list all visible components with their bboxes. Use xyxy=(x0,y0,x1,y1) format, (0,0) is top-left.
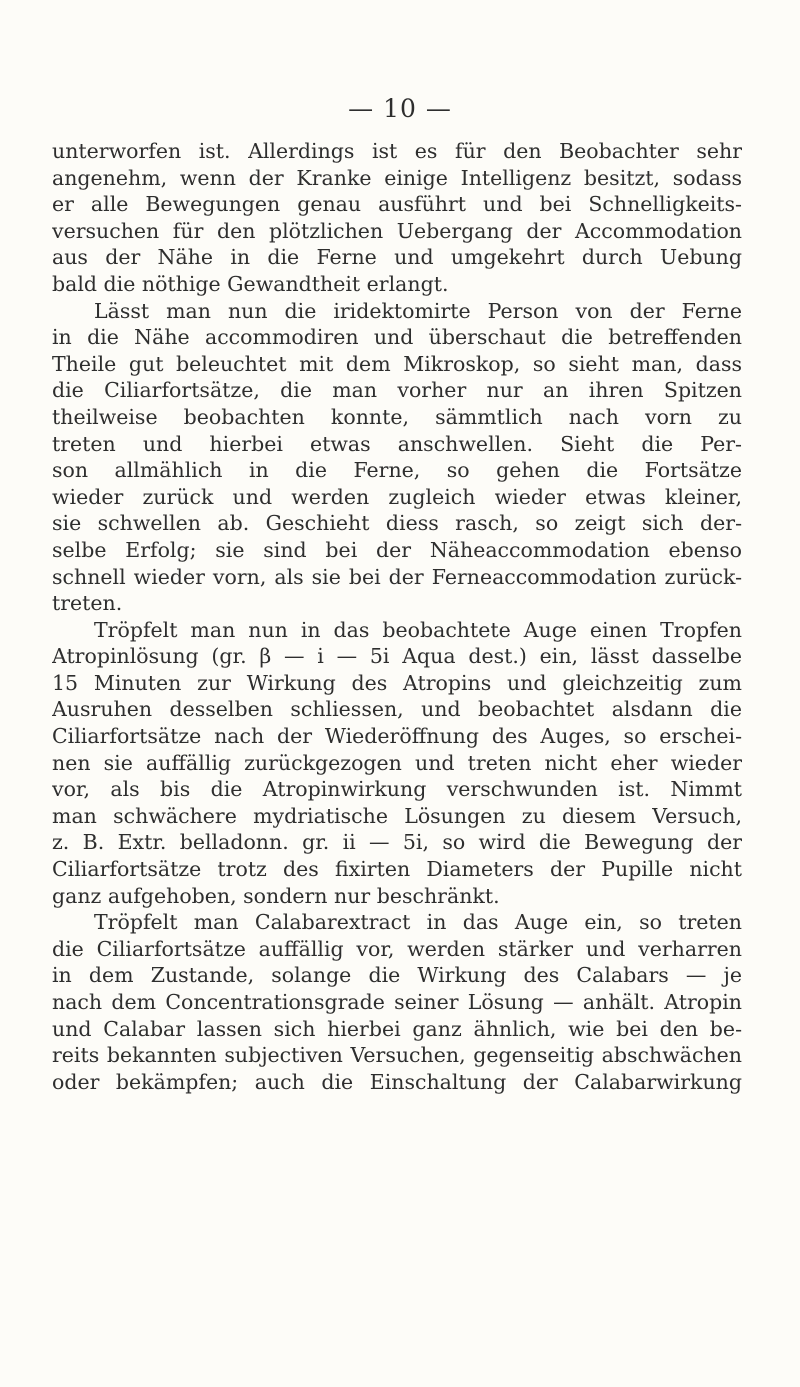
text-line: nach dem Concentrationsgrade seiner Lösung — anhält. Atropin xyxy=(52,990,742,1014)
text-line: bald die nöthige Gewandtheit erlangt. xyxy=(52,271,449,296)
text-line: ganz aufgehoben, sondern nur beschränkt. xyxy=(52,883,500,908)
text-line: treten und hierbei etwas anschwellen. Sieht die Per- xyxy=(52,431,742,456)
text-line: er alle Bewegungen genau ausführt und bei Schnelligkeits- xyxy=(52,192,742,217)
text-line: Ciliarfortsätze nach der Wiederöffnung des Auges, so erschei- xyxy=(52,724,742,749)
text-line: sie schwellen ab. Geschieht diess rasch, so zeigt sich der- xyxy=(52,511,742,536)
text-line: Theile gut beleuchtet mit dem Mikroskop, so sieht man, dass xyxy=(52,351,742,376)
text-line: Ausruhen desselben schliessen, und beobachtet alsdann die xyxy=(52,697,742,722)
text-line: treten. xyxy=(52,591,123,616)
page-number: — 10 — xyxy=(348,94,452,123)
text-line: Atropinlösung (gr. β — i — 5i Aqua dest.) ein, lässt dasselbe xyxy=(52,644,742,669)
text-line: wieder zurück und werden zugleich wieder etwas kleiner, xyxy=(52,484,742,509)
text-line: man schwächere mydriatische Lösungen zu diesem Versuch, xyxy=(52,803,742,828)
text-line: 15 Minuten zur Wirkung des Atropins und gleichzeitig zum xyxy=(52,670,742,695)
text-line: son allmählich in die Ferne, so gehen die Fortsätze xyxy=(52,458,742,483)
text-line: theilweise beobachten konnte, sämmtlich nach vorn zu xyxy=(52,404,742,429)
text-line: und Calabar lassen sich hierbei ganz ähnlich, wie bei den be- xyxy=(52,1016,742,1041)
body-text xyxy=(52,138,742,1095)
text-line: die Ciliarfortsätze auffällig vor, werden stärker und verharren xyxy=(52,936,742,961)
text-line: selbe Erfolg; sie sind bei der Näheaccommodation ebenso xyxy=(52,537,742,562)
text-line: die Ciliarfortsätze, die man vorher nur an ihren Spitzen xyxy=(52,378,742,403)
text-line: Tröpfelt man nun in das beobachtete Auge einen Tropfen xyxy=(94,617,742,642)
text-line: nen sie auffällig zurückgezogen und treten nicht eher wieder xyxy=(52,750,742,775)
text-line: in dem Zustande, solange die Wirkung des Calabars — je xyxy=(52,963,742,988)
text-line: reits bekannten subjectiven Versuchen, gegenseitig abschwächen xyxy=(52,1043,742,1068)
text-line: vor, als bis die Atropinwirkung verschwunden ist. Nimmt xyxy=(52,777,742,802)
text-line: oder bekämpfen; auch die Einschaltung der Calabarwirkung xyxy=(52,1069,742,1094)
text-line: angenehm, wenn der Kranke einige Intelligenz besitzt, sodass xyxy=(52,165,742,190)
text-line: aus der Nähe in die Ferne und umgekehrt durch Uebung xyxy=(52,245,742,270)
text-line: z. B. Extr. belladonn. gr. ii — 5i, so wird die Bewegung der xyxy=(52,830,742,855)
text-line: unterworfen ist. Allerdings ist es für den Beobachter sehr xyxy=(52,139,742,163)
text-line: schnell wieder vorn, als sie bei der Ferneaccommodation zurück- xyxy=(52,564,742,589)
text-line: Tröpfelt man Calabarextract in das Auge ein, so treten xyxy=(94,910,742,935)
text-line: Lässt man nun die iridektomirte Person von der Ferne xyxy=(94,298,742,323)
text-line: versuchen für den plötzlichen Uebergang der Accommodation xyxy=(52,218,742,243)
text-line: Ciliarfortsätze trotz des fixirten Diameters der Pupille nicht xyxy=(52,857,742,882)
text-line: in die Nähe accommodiren und überschaut die betreffenden xyxy=(52,325,742,350)
